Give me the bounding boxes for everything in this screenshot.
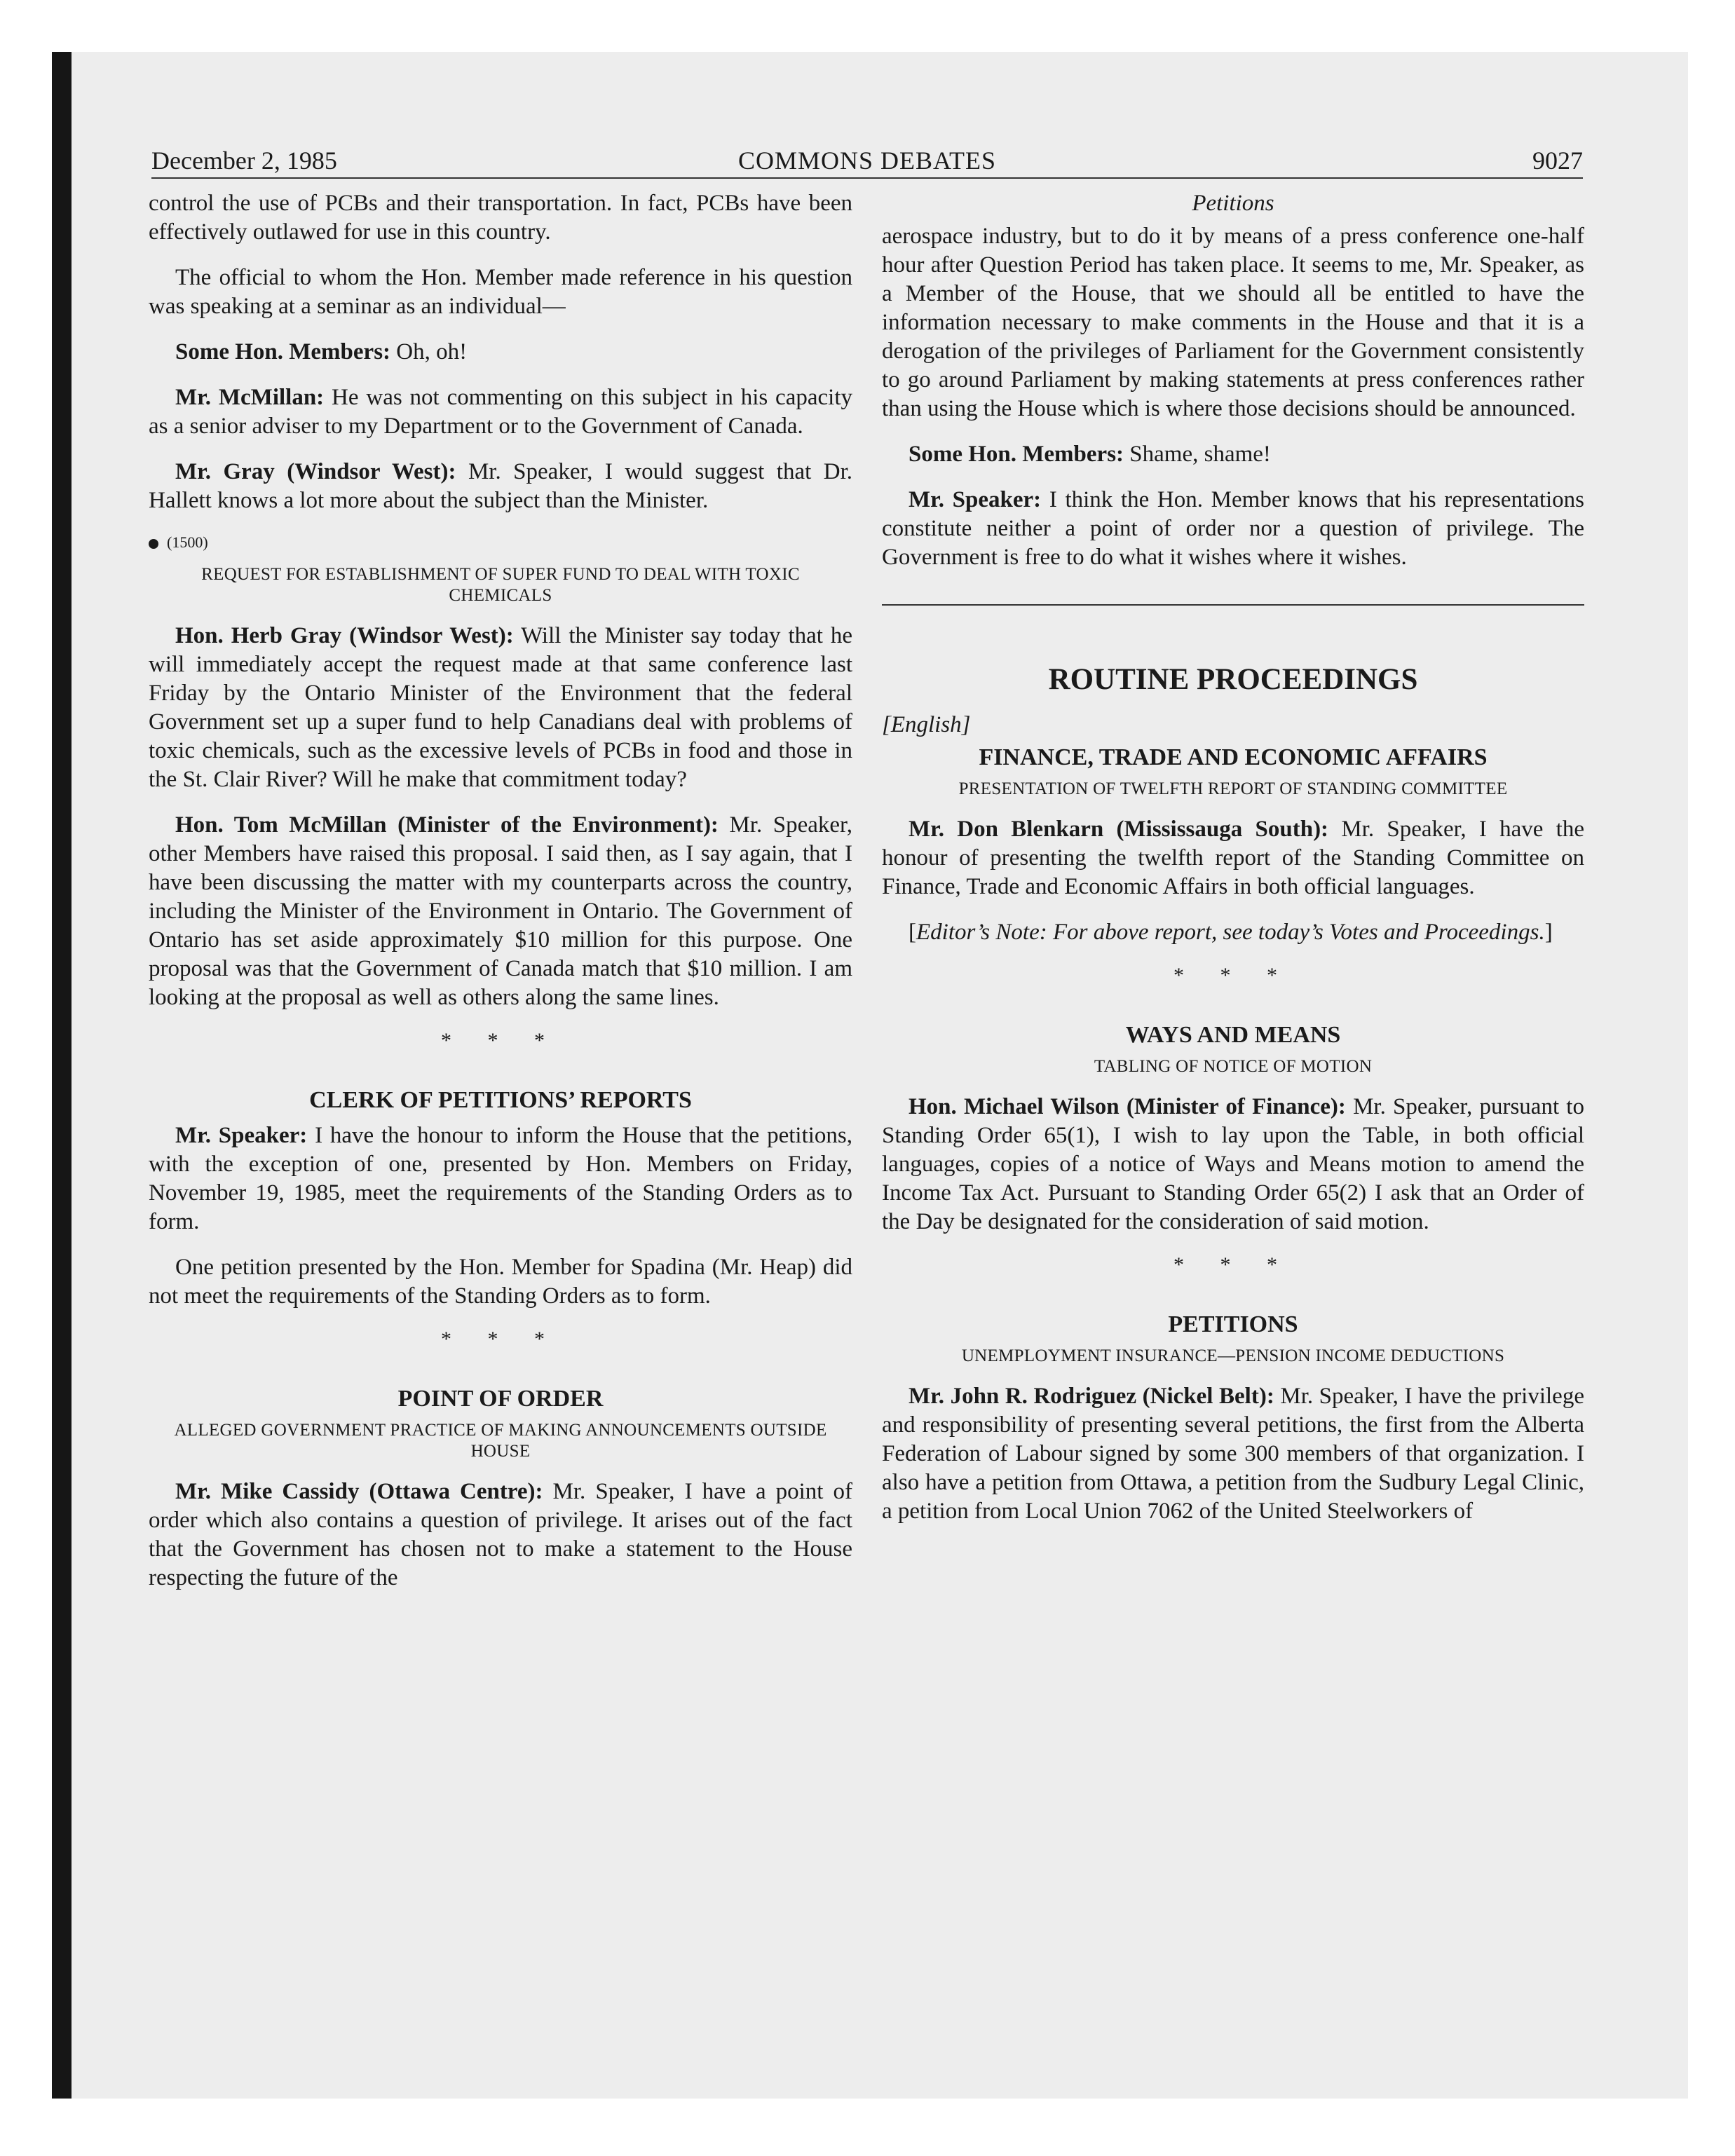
speaker-name: Hon. Tom McMillan (Minister of the Environment): bbox=[175, 812, 719, 838]
speech-text: Oh, oh! bbox=[390, 339, 468, 364]
speaker-name: Some Hon. Members: bbox=[175, 339, 391, 364]
speech-text: Mr. Speaker, I have the honour of presenting the twelfth report of the Standing Committee on Finance, Trade and Economic Affairs in both official languages. bbox=[882, 817, 1584, 899]
paragraph bbox=[149, 1121, 852, 1236]
speaker-name: Mr. Gray (Windsor West): bbox=[175, 459, 456, 484]
header-date: December 2, 1985 bbox=[151, 146, 337, 175]
bullet-icon bbox=[149, 539, 158, 549]
speech-text: Mr. Speaker, I would suggest that Dr. Hallett knows a lot more about the subject than the Minister. bbox=[149, 459, 853, 513]
editor-note-text: Editor’s Note: For above report, see today’s Votes and Proceedings. bbox=[916, 920, 1545, 945]
speaker-name: Hon. Herb Gray (Windsor West): bbox=[175, 623, 514, 648]
speaker-name: Mr. Speaker: bbox=[175, 1123, 308, 1148]
speaker-name: Mr. Mike Cassidy (Ottawa Centre): bbox=[175, 1479, 543, 1504]
paragraph: One petition presented by the Hon. Member for Spadina (Mr. Heap) did not meet the requirements of the Standing Orders as to form. bbox=[149, 1255, 852, 1309]
speech-text: He was not commenting on this subject in his capacity as a senior adviser to my Department or to the Government of Canada. bbox=[149, 385, 852, 439]
paragraph bbox=[882, 440, 1584, 469]
paragraph bbox=[882, 1382, 1584, 1526]
paragraph bbox=[149, 338, 852, 367]
editor-bracket-close: ] bbox=[1544, 920, 1553, 945]
section-separator: * * * bbox=[1173, 1253, 1293, 1276]
section-separator: * * * bbox=[1173, 964, 1293, 987]
speaker-name: Some Hon. Members: bbox=[909, 442, 1124, 467]
section-heading: POINT OF ORDER bbox=[397, 1386, 604, 1412]
speech-text: Mr. Speaker, other Members have raised this proposal. I said then, as I say again, that I have been discussing the matter with my counterparts across the country, including the Minister of the Environment in Ontario. The Government of Ontario has set aside approximately $10 million for this purpose. One proposal was that the Government of Canada match that $10 million. I am looking at the proposal as well as others along the same lines. bbox=[149, 812, 852, 1010]
paragraph bbox=[149, 622, 852, 794]
speech-text: I think the Hon. Member knows that his representations constitute neither a point of order nor a question of privilege. The Government is free to do what it wishes where it wishes. bbox=[882, 487, 1584, 570]
section-separator: * * * bbox=[441, 1328, 560, 1351]
paragraph bbox=[882, 1093, 1584, 1236]
paragraph bbox=[882, 486, 1584, 572]
paragraph bbox=[882, 815, 1584, 901]
subheading: PRESENTATION OF TWELFTH REPORT OF STANDING COMMITTEE bbox=[958, 779, 1508, 798]
time-marker-text: (1500) bbox=[167, 533, 208, 551]
right-column bbox=[882, 189, 1584, 1543]
speaker-name: Mr. Don Blenkarn (Mississauga South): bbox=[909, 817, 1329, 842]
paragraph bbox=[149, 458, 852, 515]
section-heading: CLERK OF PETITIONS’ REPORTS bbox=[309, 1087, 692, 1113]
subheading: UNEMPLOYMENT INSURANCE—PENSION INCOME DEDUCTIONS bbox=[961, 1346, 1505, 1365]
subheading: REQUEST FOR ESTABLISHMENT OF SUPER FUND TO DEAL WITH TOXIC CHEMICALS bbox=[201, 565, 800, 605]
speech-text: I have the honour to inform the House that the petitions, with the exception of one, presented by Hon. Members on Friday, November 19, 1985, meet the requirements of the Standing Orders as to form. bbox=[149, 1123, 852, 1234]
page-header bbox=[151, 146, 1583, 177]
subheading: TABLING OF NOTICE OF MOTION bbox=[1094, 1057, 1373, 1076]
speech-text: Mr. Speaker, I have the privilege and responsibility of presenting several petitions, the first from the Alberta Federation of Labour signed by some 300 members of that organization. I also have a petition from Ottawa, a petition from the Sudbury Legal Clinic, a petition from Local Union 7062 of the United Steelworkers of bbox=[882, 1384, 1584, 1524]
speaker-name: Mr. Speaker: bbox=[909, 487, 1042, 512]
speaker-name: Mr. John R. Rodriguez (Nickel Belt): bbox=[909, 1384, 1274, 1409]
speech-text: Shame, shame! bbox=[1124, 442, 1271, 467]
section-heading-major: ROUTINE PROCEEDINGS bbox=[1048, 663, 1418, 696]
section-separator: * * * bbox=[441, 1029, 560, 1052]
page-number: 9027 bbox=[1532, 146, 1583, 175]
section-heading: PETITIONS bbox=[1168, 1311, 1298, 1337]
running-head: Petitions bbox=[1192, 191, 1274, 216]
section-rule bbox=[882, 604, 1584, 606]
subheading: ALLEGED GOVERNMENT PRACTICE OF MAKING ANNOUNCEMENTS OUTSIDE HOUSE bbox=[174, 1421, 827, 1461]
paragraph bbox=[149, 383, 852, 441]
speech-text: Will the Minister say today that he will immediately accept the request made at that same conference last Friday by the Ontario Minister of the Environment that the federal Government set up a super fund to help Canadians deal with problems of toxic chemicals, such as the excessive levels of PCBs in food and those in the St. Clair River? Will he make that commitment today? bbox=[149, 623, 853, 792]
paragraph: aerospace industry, but to do it by means of a press conference one-half hour after Question Period has taken place. It seems to me, Mr. Speaker, as a Member of the House, that we should all be entitled to have the information necessary to make comments in the House and that it is a derogation of the privileges of Parliament for the Government consistently to go around Parliament by making statements at press conferences rather than using the House which is where those decisions should be announced. bbox=[882, 224, 1584, 421]
speech-text: Mr. Speaker, I have a point of order which also contains a question of privilege. It arises out of the fact that the Government has chosen not to make a statement to the House respecting the future of the bbox=[149, 1479, 852, 1590]
header-rule bbox=[151, 177, 1583, 179]
speaker-name: Hon. Michael Wilson (Minister of Finance): bbox=[909, 1094, 1346, 1119]
paragraph: The official to whom the Hon. Member made reference in his question was speaking at a seminar as an individual— bbox=[149, 265, 852, 319]
time-marker bbox=[149, 532, 852, 553]
paragraph bbox=[149, 1478, 852, 1592]
section-heading: WAYS AND MEANS bbox=[1125, 1022, 1341, 1048]
editor-bracket-open: [ bbox=[909, 920, 916, 945]
header-title: COMMONS DEBATES bbox=[737, 146, 997, 175]
paragraph: control the use of PCBs and their transportation. In fact, PCBs have been effectively outlawed for use in this country. bbox=[149, 191, 852, 245]
left-column bbox=[149, 189, 852, 1609]
speech-text: Mr. Speaker, pursuant to Standing Order 65(1), I wish to lay upon the Table, in both official languages, copies of a notice of Ways and Means motion to amend the Income Tax Act. Pursuant to Standing Order 65(2) I ask that an Order of the Day be designated for the consideration of said motion. bbox=[882, 1094, 1584, 1234]
speaker-name: Mr. McMillan: bbox=[175, 385, 325, 410]
binding-edge bbox=[52, 52, 72, 2099]
paragraph bbox=[149, 811, 852, 1012]
section-heading: FINANCE, TRADE AND ECONOMIC AFFAIRS bbox=[979, 744, 1488, 770]
language-tag: [English] bbox=[882, 712, 971, 737]
editor-note bbox=[882, 918, 1584, 947]
